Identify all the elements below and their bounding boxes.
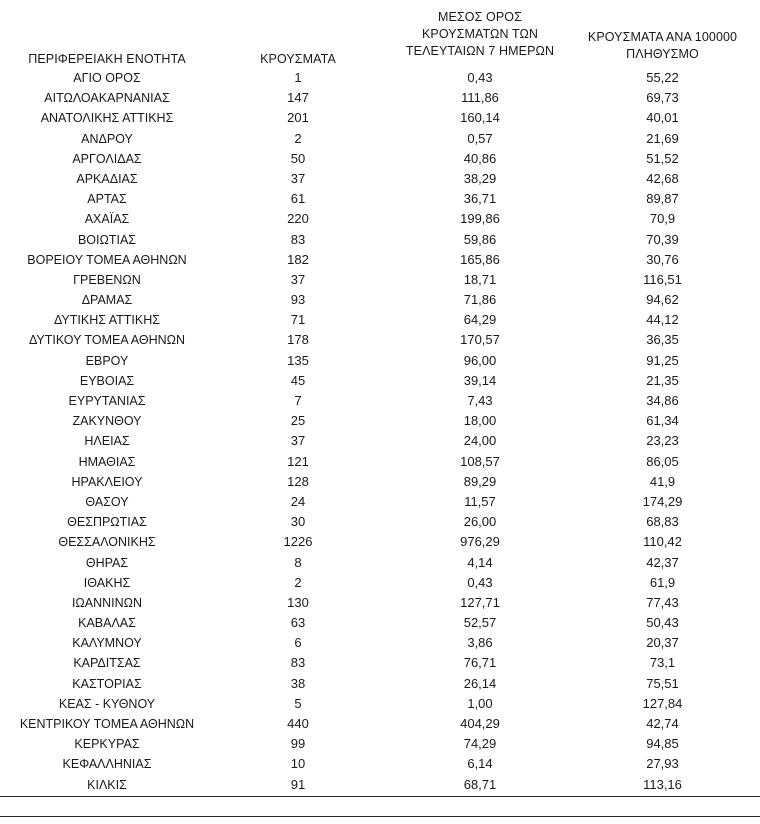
cell-avg-7-days: 26,00	[463, 514, 497, 530]
cell-region: ΑΝΑΤΟΛΙΚΗΣ ΑΤΤΙΚΗΣ	[40, 111, 174, 126]
cell-per-100k: 41,9	[649, 473, 676, 489]
table-row	[0, 754, 760, 774]
cell-avg-7-days: 404,29	[460, 716, 500, 731]
cell-region: ΘΕΣΣΑΛΟΝΙΚΗΣ	[58, 535, 156, 550]
table-body	[0, 68, 760, 795]
cell-region: ΖΑΚΥΝΘΟΥ	[72, 414, 142, 429]
table-row	[0, 613, 760, 633]
cell-region: ΙΩΑΝΝΙΝΩΝ	[71, 595, 143, 610]
cell-avg-7-days: 0,43	[467, 574, 493, 590]
cell-per-100k: 86,05	[646, 453, 679, 469]
cell-per-100k: 55,22	[646, 70, 679, 85]
table-row	[0, 391, 760, 411]
table-row	[0, 492, 760, 512]
cell-avg-7-days: 71,86	[463, 292, 497, 308]
table-row	[0, 512, 760, 532]
cell-per-100k: 61,9	[649, 574, 676, 590]
cell-cases: 178	[287, 332, 309, 348]
cell-avg-7-days: 64,29	[463, 312, 497, 328]
table-row	[0, 633, 760, 653]
cell-per-100k: 91,25	[646, 352, 679, 368]
cell-region: ΑΡΚΑΔΙΑΣ	[76, 171, 138, 186]
cell-avg-7-days: 89,29	[463, 473, 497, 489]
cell-cases: 24	[290, 493, 306, 509]
cell-region: ΔΥΤΙΚΟΥ ΤΟΜΕΑ ΑΘΗΝΩΝ	[28, 333, 186, 348]
cell-per-100k: 94,62	[646, 292, 679, 308]
cell-cases: 7	[294, 393, 302, 408]
cell-cases: 201	[287, 110, 309, 126]
cell-cases: 25	[290, 413, 306, 429]
cell-cases: 1	[294, 70, 302, 85]
cell-avg-7-days: 18,71	[463, 271, 497, 287]
cell-per-100k: 21,35	[646, 372, 679, 388]
table-row	[0, 573, 760, 593]
cell-per-100k: 77,43	[646, 594, 679, 610]
table-row	[0, 452, 760, 472]
cell-region: ΘΕΣΠΡΩΤΙΑΣ	[67, 515, 147, 530]
header-avg-line-2: ΚΡΟΥΣΜΑΤΩΝ ΤΩΝ	[421, 27, 539, 41]
cell-region: ΚΕΡΚΥΡΑΣ	[74, 737, 140, 752]
table-row	[0, 653, 760, 673]
cell-cases: 440	[287, 716, 309, 731]
cell-per-100k: 70,39	[646, 231, 679, 247]
cell-per-100k: 174,29	[642, 493, 683, 509]
cell-cases: 38	[290, 675, 306, 691]
table-row	[0, 250, 760, 270]
table-row	[0, 371, 760, 391]
cell-region: ΕΥΒΟΙΑΣ	[79, 373, 135, 388]
cell-cases: 121	[287, 453, 309, 469]
cell-cases: 2	[294, 574, 302, 590]
cell-per-100k: 116,51	[643, 271, 682, 287]
table-row	[0, 189, 760, 209]
cell-cases: 10	[290, 756, 306, 772]
table-row	[0, 593, 760, 613]
cell-avg-7-days: 68,71	[463, 776, 497, 792]
cell-region: ΗΜΑΘΙΑΣ	[78, 454, 136, 469]
cell-per-100k: 50,43	[646, 615, 679, 631]
cell-per-100k: 113,16	[643, 776, 682, 792]
cell-region: ΑΧΑΪΑΣ	[84, 212, 130, 227]
cell-region: ΗΡΑΚΛΕΙΟΥ	[71, 474, 143, 489]
cell-region: ΗΛΕΙΑΣ	[84, 434, 130, 449]
cell-per-100k: 61,34	[646, 413, 679, 429]
cell-per-100k: 110,42	[643, 534, 682, 550]
cell-per-100k: 36,35	[646, 332, 679, 348]
cell-region: ΒΟΡΕΙΟΥ ΤΟΜΕΑ ΑΘΗΝΩΝ	[27, 252, 187, 267]
cell-avg-7-days: 24,00	[463, 433, 497, 449]
cell-region: ΑΡΤΑΣ	[87, 192, 127, 207]
cell-region: ΑΝΔΡΟΥ	[81, 131, 133, 146]
header-region-label: ΠΕΡΙΦΕΡΕΙΑΚΗ ΕΝΟΤΗΤΑ	[28, 52, 186, 66]
cell-avg-7-days: 4,14	[467, 554, 493, 570]
table-header	[0, 0, 760, 70]
cell-avg-7-days: 6,14	[467, 756, 493, 772]
cell-region: ΒΟΙΩΤΙΑΣ	[77, 232, 137, 247]
cell-per-100k: 75,51	[646, 675, 679, 691]
cell-region: ΚΕΝΤΡΙΚΟΥ ΤΟΜΕΑ ΑΘΗΝΩΝ	[19, 717, 195, 731]
cell-cases: 93	[290, 292, 306, 308]
cell-region: ΚΑΒΑΛΑΣ	[78, 616, 136, 631]
cell-avg-7-days: 199,86	[460, 211, 500, 227]
table-row	[0, 310, 760, 330]
cell-per-100k: 20,37	[646, 635, 679, 651]
table-row	[0, 129, 760, 149]
header-cases	[248, 51, 348, 68]
cell-cases: 30	[290, 514, 306, 530]
table-row	[0, 330, 760, 350]
table-row	[0, 149, 760, 169]
cell-per-100k: 42,37	[646, 554, 679, 570]
cell-avg-7-days: 111,86	[461, 90, 499, 106]
cell-avg-7-days: 76,71	[463, 655, 497, 671]
cell-region: ΚΑΣΤΟΡΙΑΣ	[72, 676, 142, 691]
cell-region: ΓΡΕΒΕΝΩΝ	[73, 272, 141, 287]
cell-region: ΚΑΡΔΙΤΣΑΣ	[73, 656, 141, 671]
cell-avg-7-days: 38,29	[463, 170, 497, 186]
table-row	[0, 775, 760, 795]
table-row	[0, 411, 760, 431]
cell-cases: 5	[294, 695, 302, 711]
cell-cases: 99	[290, 736, 306, 752]
header-avg-line-1: ΜΕΣΟΣ ΟΡΟΣ	[438, 10, 522, 24]
cell-region: ΑΙΤΩΛΟΑΚΑΡΝΑΝΙΑΣ	[44, 91, 170, 106]
table-row	[0, 68, 760, 88]
cell-avg-7-days: 976,29	[460, 534, 500, 550]
cell-region: ΑΓΙΟ ΟΡΟΣ	[73, 71, 141, 85]
table-row	[0, 290, 760, 310]
table-row	[0, 694, 760, 714]
table-row	[0, 270, 760, 290]
cell-avg-7-days: 170,57	[460, 332, 500, 348]
cell-avg-7-days: 74,29	[463, 736, 497, 752]
cell-per-100k: 94,85	[646, 736, 679, 752]
cell-avg-7-days: 7,43	[467, 393, 493, 408]
header-per-line-2: ΠΛΗΘΥΣΜΟ	[626, 47, 699, 61]
table-row	[0, 714, 760, 734]
cell-region: ΘΗΡΑΣ	[85, 555, 129, 570]
cell-avg-7-days: 39,14	[463, 372, 497, 388]
cell-cases: 63	[290, 615, 306, 631]
table-row	[0, 169, 760, 189]
table-row	[0, 230, 760, 250]
cell-avg-7-days: 36,71	[463, 191, 497, 207]
cell-region: ΔΥΤΙΚΗΣ ΑΤΤΙΚΗΣ	[54, 313, 160, 328]
cell-avg-7-days: 52,57	[463, 615, 497, 631]
cell-per-100k: 23,23	[646, 433, 679, 449]
cell-cases: 71	[290, 312, 306, 328]
cell-avg-7-days: 160,14	[460, 110, 500, 126]
cell-cases: 8	[294, 554, 302, 570]
cell-per-100k: 89,87	[646, 191, 679, 207]
cell-cases: 50	[290, 150, 306, 166]
table-row	[0, 209, 760, 229]
header-region	[4, 51, 210, 68]
cell-cases: 182	[287, 251, 309, 267]
cell-cases: 91	[290, 776, 306, 792]
cell-avg-7-days: 40,86	[463, 150, 497, 166]
cell-avg-7-days: 26,14	[463, 675, 497, 691]
cell-per-100k: 44,12	[646, 312, 679, 328]
header-per-line-1: ΚΡΟΥΣΜΑΤΑ ΑΝΑ 100000	[587, 30, 738, 44]
header-per-100k	[565, 29, 760, 63]
cell-cases: 6	[294, 635, 302, 651]
cell-per-100k: 34,86	[646, 393, 679, 408]
cell-cases: 135	[287, 352, 309, 368]
cell-avg-7-days: 165,86	[460, 251, 500, 267]
cell-cases: 220	[287, 211, 309, 227]
cell-region: ΕΥΡΥΤΑΝΙΑΣ	[68, 394, 146, 408]
cell-cases: 130	[287, 594, 309, 610]
cell-avg-7-days: 0,43	[467, 70, 493, 85]
cell-region: ΙΘΑΚΗΣ	[83, 575, 131, 590]
cell-region: ΕΒΡΟΥ	[85, 353, 129, 368]
table-row	[0, 88, 760, 108]
cell-per-100k: 27,93	[646, 756, 679, 772]
cell-region: ΚΕΦΑΛΛΗΝΙΑΣ	[62, 757, 152, 772]
cell-region: ΚΙΛΚΙΣ	[87, 777, 127, 792]
table-row	[0, 532, 760, 552]
cell-avg-7-days: 127,71	[460, 594, 500, 610]
cell-per-100k: 42,68	[646, 170, 679, 186]
table-row	[0, 431, 760, 451]
cell-avg-7-days: 108,57	[460, 453, 500, 469]
cell-per-100k: 51,52	[646, 150, 679, 166]
cell-region: ΚΕΑΣ - ΚΥΘΝΟΥ	[58, 696, 156, 711]
cell-cases: 61	[290, 191, 306, 207]
cell-avg-7-days: 18,00	[463, 413, 497, 429]
cell-per-100k: 30,76	[646, 251, 679, 267]
cell-cases: 128	[287, 473, 309, 489]
cell-cases: 147	[287, 90, 309, 106]
cell-per-100k: 42,74	[646, 716, 679, 731]
cell-per-100k: 69,73	[646, 90, 679, 106]
header-cases-label: ΚΡΟΥΣΜΑΤΑ	[260, 52, 336, 66]
cell-cases: 83	[290, 231, 306, 247]
table-row	[0, 674, 760, 694]
bottom-rule	[0, 796, 760, 797]
table-row	[0, 472, 760, 492]
table-row	[0, 108, 760, 128]
cell-cases: 45	[290, 372, 306, 388]
cell-avg-7-days: 11,57	[464, 493, 496, 509]
cell-region: ΔΡΑΜΑΣ	[81, 293, 133, 308]
cell-avg-7-days: 0,57	[467, 130, 493, 146]
cell-cases: 1226	[283, 534, 313, 550]
header-avg-line-3: ΤΕΛΕΥΤΑΙΩΝ 7 ΗΜΕΡΩΝ	[405, 44, 555, 58]
cell-cases: 37	[290, 271, 306, 287]
header-avg-7-days	[395, 9, 565, 60]
cell-avg-7-days: 1,00	[467, 695, 493, 711]
cell-avg-7-days: 96,00	[463, 352, 497, 368]
cell-region: ΑΡΓΟΛΙΔΑΣ	[72, 151, 142, 166]
table-row	[0, 734, 760, 754]
cell-cases: 83	[290, 655, 306, 671]
cell-per-100k: 68,83	[646, 514, 679, 530]
cell-cases: 37	[290, 433, 306, 449]
cell-per-100k: 73,1	[649, 655, 676, 671]
cell-avg-7-days: 59,86	[463, 231, 497, 247]
cell-avg-7-days: 3,86	[467, 635, 493, 651]
cell-region: ΚΑΛΥΜΝΟΥ	[72, 636, 142, 651]
bottom-rule-lower	[0, 816, 760, 817]
cell-per-100k: 70,9	[649, 211, 676, 227]
cell-cases: 37	[290, 170, 306, 186]
table-row	[0, 351, 760, 371]
cell-cases: 2	[294, 130, 302, 146]
table-row	[0, 553, 760, 573]
cell-per-100k: 40,01	[646, 110, 679, 126]
cell-per-100k: 127,84	[642, 695, 683, 711]
cell-per-100k: 21,69	[646, 130, 679, 146]
cell-region: ΘΑΣΟΥ	[85, 494, 129, 509]
